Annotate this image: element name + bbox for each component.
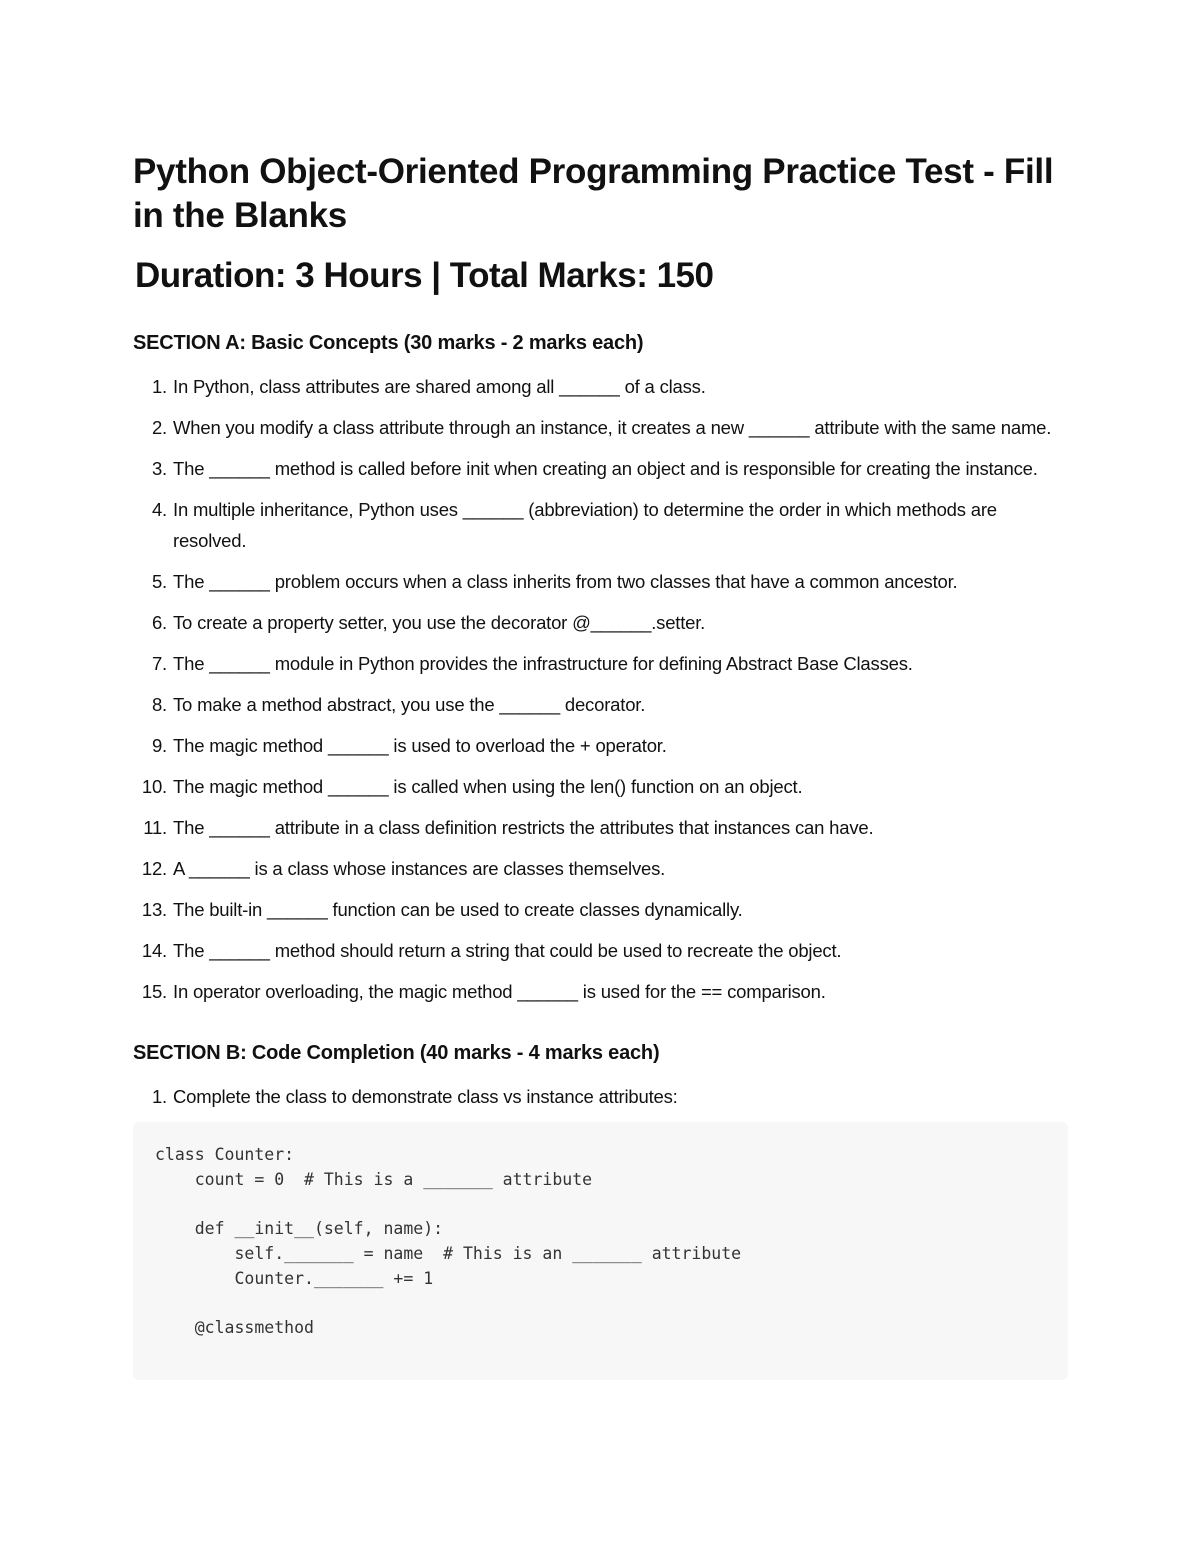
question-number: 10. — [141, 776, 167, 797]
question-number: 11. — [143, 817, 167, 838]
document-title: Python Object-Oriented Programming Practice Test - Fill in the Blanks — [133, 152, 1054, 235]
code-line: def __init__(self, name): — [155, 1219, 444, 1238]
question-number: 1. — [151, 1086, 167, 1107]
question-number: 8. — [151, 694, 167, 715]
section-a-heading: SECTION A: Basic Concepts (30 marks - 2 marks each) — [133, 332, 644, 354]
question-item — [133, 976, 1068, 1007]
section-b-question-list — [133, 1081, 1068, 1112]
question-number: 15. — [141, 981, 167, 1002]
code-line — [155, 1192, 1068, 1216]
code-line: count = 0 # This is a _______ attribute — [155, 1170, 593, 1189]
code-line: self._______ = name # This is an _______ attribute — [155, 1244, 742, 1263]
question-text: The ______ method is called before init when creating an object and is responsible for creating the instance. — [173, 458, 1038, 479]
question-number: 13. — [141, 899, 167, 920]
section-a-question-list — [133, 371, 1068, 1007]
code-line: @classmethod — [155, 1318, 314, 1337]
question-number: 12. — [141, 858, 167, 879]
document-subtitle: Duration: 3 Hours | Total Marks: 150 — [135, 256, 714, 295]
question-text: To make a method abstract, you use the ______ decorator. — [173, 694, 646, 715]
question-item — [133, 853, 1068, 884]
question-item — [133, 894, 1068, 925]
question-text: In operator overloading, the magic method ______ is used for the == comparison. — [173, 981, 826, 1002]
question-item — [133, 1081, 1068, 1112]
question-text: In Python, class attributes are shared among all ______ of a class. — [173, 376, 706, 397]
question-number: 6. — [151, 612, 167, 633]
question-number: 14. — [141, 940, 167, 961]
question-text: A ______ is a class whose instances are classes themselves. — [173, 858, 666, 879]
question-item — [133, 607, 1068, 638]
question-text: The ______ method should return a string that could be used to recreate the object. — [173, 940, 842, 961]
question-item — [133, 566, 1068, 597]
question-text: Complete the class to demonstrate class vs instance attributes: — [173, 1086, 678, 1107]
document-page — [133, 150, 1068, 1380]
question-number: 2. — [151, 417, 167, 438]
question-text: The ______ attribute in a class definition restricts the attributes that instances can have. — [173, 817, 874, 838]
question-text: The ______ problem occurs when a class inherits from two classes that have a common ancestor. — [173, 571, 958, 592]
question-number: 1. — [151, 376, 167, 397]
question-text: The built-in ______ function can be used to create classes dynamically. — [173, 899, 743, 920]
question-item — [133, 648, 1068, 679]
question-number: 7. — [151, 653, 167, 674]
question-item — [133, 935, 1068, 966]
question-number: 9. — [151, 735, 167, 756]
section-b-heading: SECTION B: Code Completion (40 marks - 4 marks each) — [133, 1042, 660, 1064]
question-item — [133, 494, 1068, 556]
question-text: The magic method ______ is called when using the len() function on an object. — [173, 776, 803, 797]
question-text: The ______ module in Python provides the infrastructure for defining Abstract Base Classes. — [173, 653, 913, 674]
code-block — [133, 1122, 1068, 1380]
question-number: 5. — [151, 571, 167, 592]
question-item — [133, 771, 1068, 802]
question-item — [133, 453, 1068, 484]
question-text: To create a property setter, you use the decorator @______.setter. — [173, 612, 706, 633]
code-line — [155, 1291, 1068, 1315]
code-line: class Counter: — [155, 1145, 295, 1164]
code-line: Counter._______ += 1 — [155, 1269, 434, 1288]
question-item — [133, 812, 1068, 843]
question-number: 4. — [151, 499, 167, 520]
question-text: In multiple inheritance, Python uses ______ (abbreviation) to determine the order in which methods are resolved. — [173, 499, 997, 551]
question-item — [133, 412, 1068, 443]
question-item — [133, 730, 1068, 761]
question-item — [133, 689, 1068, 720]
question-number: 3. — [151, 458, 167, 479]
question-text: When you modify a class attribute through an instance, it creates a new ______ attribute with the same name. — [173, 417, 1052, 438]
question-text: The magic method ______ is used to overload the + operator. — [173, 735, 667, 756]
question-item — [133, 371, 1068, 402]
